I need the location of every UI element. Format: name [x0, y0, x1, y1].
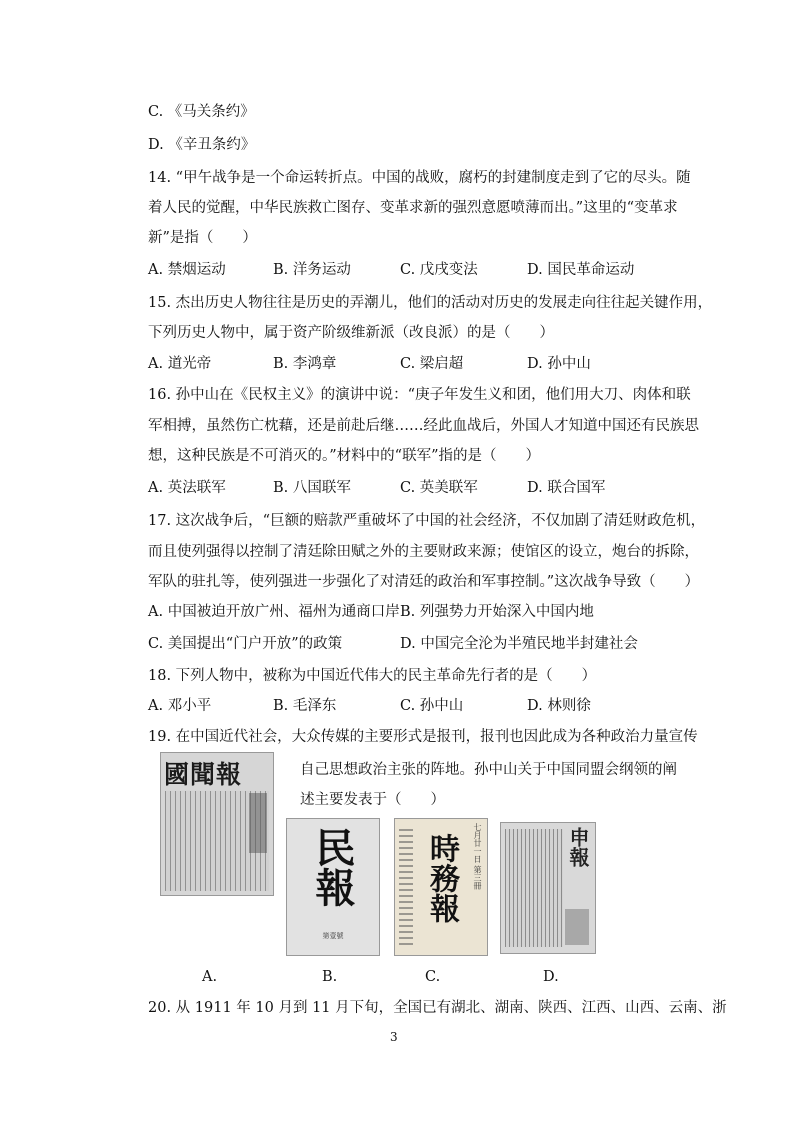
q18-stem-line1: 18. 下列人物中，被称为中国近代伟大的民主革命先行者的是（ ） [148, 668, 597, 684]
q17-stem-line2: 而且使列强得以控制了清廷除田赋之外的主要财政来源；使馆区的设立，炮台的拆除， [148, 544, 699, 560]
q14-option-a: A. 禁烟运动 [148, 262, 226, 278]
page-number: 3 [390, 1030, 398, 1044]
q18-option-a: A. 邓小平 [148, 698, 212, 714]
q19-stem-line2: 自己思想政治主张的阵地。孙中山关于中国同盟会纲领的阐 [300, 762, 677, 778]
q15-option-b: B. 李鸿章 [273, 356, 337, 372]
q15-stem-line1: 15. 杰出历史人物往往是历史的弄潮儿，他们的活动对历史的发展走向往往起关键作用， [148, 295, 713, 311]
q17-option-d: D. 中国完全沦为半殖民地半封建社会 [400, 636, 638, 652]
q15-option-d: D. 孙中山 [527, 356, 591, 372]
q14-option-c: C. 戊戌变法 [400, 262, 478, 278]
q14-stem-line2: 着人民的觉醒，中华民族救亡图存、变革求新的强烈意愿喷薄而出。”这里的“变革求 [148, 200, 678, 216]
q14-option-d: D. 国民革命运动 [527, 262, 635, 278]
q14-stem-line1: 14. “甲午战争是一个命运转折点。中国的战败，腐朽的封建制度走到了它的尽头。随 [148, 170, 691, 186]
q19-image-label-a: A. [202, 969, 218, 985]
guowen-masthead: 國聞報 [164, 760, 243, 789]
minbao-newspaper-image [286, 818, 380, 956]
q16-stem-line1: 16. 孙中山在《民权主义》的演讲中说：“庚子年发生义和团，他们用大刀、肉体和联 [148, 387, 691, 403]
guowen-side-column [249, 793, 267, 853]
q15-option-a: A. 道光帝 [148, 356, 212, 372]
q14-stem-line3: 新”是指（ ） [148, 230, 257, 246]
minbao-issue-label: 第壹號 [322, 932, 344, 940]
minbao-masthead: 民報 [309, 827, 356, 907]
q17-option-a: A. 中国被迫开放广州、福州为通商口岸 [148, 604, 400, 620]
shenbao-newspaper-image [500, 822, 596, 954]
shenbao-masthead: 申報 [566, 827, 590, 867]
q19-image-label-c: C. [425, 969, 441, 985]
q16-stem-line2: 军相搏，虽然伤亡枕藉，还是前赴后继……经此血战后，外国人才知道中国还有民族思 [148, 418, 699, 434]
q17-option-c: C. 美国提出“门户开放”的政策 [148, 636, 343, 652]
shiwubao-newspaper-image [394, 818, 488, 956]
shenbao-body-text [505, 829, 563, 947]
q19-stem-line3: 述主要发表于（ ） [300, 792, 445, 808]
q16-option-a: A. 英法联军 [148, 480, 226, 496]
q17-option-b: B. 列强势力开始深入中国内地 [400, 604, 594, 620]
q15-stem-line2: 下列历史人物中，属于资产阶级维新派（改良派）的是（ ） [148, 325, 554, 341]
q15-option-c: C. 梁启超 [400, 356, 464, 372]
q20-stem-line1: 20. 从 1911 年 10 月到 11 月下旬，全国已有湖北、湖南、陕西、江西、山西、云南、浙 [148, 1000, 727, 1016]
q19-image-label-b: B. [322, 969, 338, 985]
q16-option-b: B. 八国联军 [273, 480, 351, 496]
q16-option-d: D. 联合国军 [527, 480, 606, 496]
q14-option-b: B. 洋务运动 [273, 262, 351, 278]
q18-option-b: B. 毛泽东 [273, 698, 337, 714]
q16-stem-line3: 想，这种民族是不可消灭的。”材料中的“联军”指的是（ ） [148, 448, 540, 464]
q13-option-d: D. 《辛丑条约》 [148, 137, 256, 153]
shiwubao-masthead: 時務報 [424, 833, 459, 923]
q17-stem-line1: 17. 这次战争后，“巨额的赔款严重破坏了中国的社会经济，不仅加剧了清廷财政危机， [148, 513, 706, 529]
q17-stem-line3: 军队的驻扎等，使列强进一步强化了对清廷的政治和军事控制。”这次战争导致（ ） [148, 574, 700, 590]
q19-image-label-d: D. [543, 969, 559, 985]
q16-option-c: C. 英美联军 [400, 480, 478, 496]
q13-option-c: C. 《马关条约》 [148, 104, 255, 120]
shiwubao-side-text: 七月廿一日 第三冊 [473, 823, 482, 890]
q18-option-c: C. 孙中山 [400, 698, 464, 714]
guowen-newspaper-image [160, 752, 274, 896]
q18-option-d: D. 林则徐 [527, 698, 591, 714]
shenbao-ad-block [565, 909, 589, 945]
q19-stem-line1: 19. 在中国近代社会，大众传媒的主要形式是报刊，报刊也因此成为各种政治力量宣传 [148, 729, 698, 745]
shiwubao-left-text [399, 825, 413, 945]
